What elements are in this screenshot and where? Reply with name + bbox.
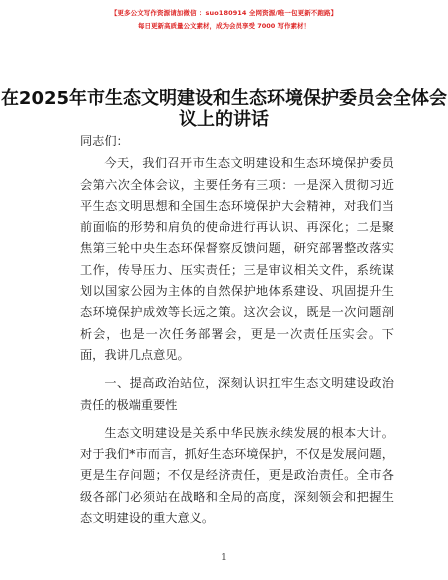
opening-paragraph: 今天，我们召开市生态文明建设和生态环境保护委员会第六次全体会议，主要任务有三项：一是深入贯彻习近平生态文明思想和全国生态环境保护大会精神，对我们当前面临的形势和肩负的使命进行再认识、再深化；二是聚焦第三轮中央生态环保督察反馈问题，研究部署整改落实工作，传导压力、压实责任；三是审议相关文件，系统谋划以国家公园为主体的自然保护地体系建设、巩固提升生态环境保护成效等长远之策。这次会议，既是一次问题剖析会，也是一次任务部署会，更是一次责任压实会。下面，我讲几点意见。 [80, 156, 394, 362]
page-number: 1 [221, 553, 227, 563]
promo-banner-line-1: 【更多公文写作资源请加微信 ：suo180914 全网资源/唯一包更新不跑路】 [110, 9, 338, 17]
section-paragraph: 生态文明建设是关系中华民族永续发展的根本大计。对于我们*市而言，抓好生态环境保护，不仅是发展问题，更是生存问题；不仅是经济责任，更是政治责任。全市各级各部门必须站在战略和全局的高度，深刻领会和把握生态文明建设的重大意义。 [80, 425, 394, 526]
document-body [80, 131, 394, 529]
document-title: 在2025年市生态文明建设和生态环境保护委员会全体会议上的讲话 [0, 88, 448, 130]
section-heading: 一、提高政治站位，深刻认识扛牢生态文明建设政治责任的极端重要性 [80, 376, 394, 412]
promo-banner-line-2: 每日更新高质量公文素材，成为会员享受 7000 写作素材！ [137, 22, 311, 30]
promo-banner [0, 8, 448, 30]
salutation: 同志们： [80, 134, 129, 148]
